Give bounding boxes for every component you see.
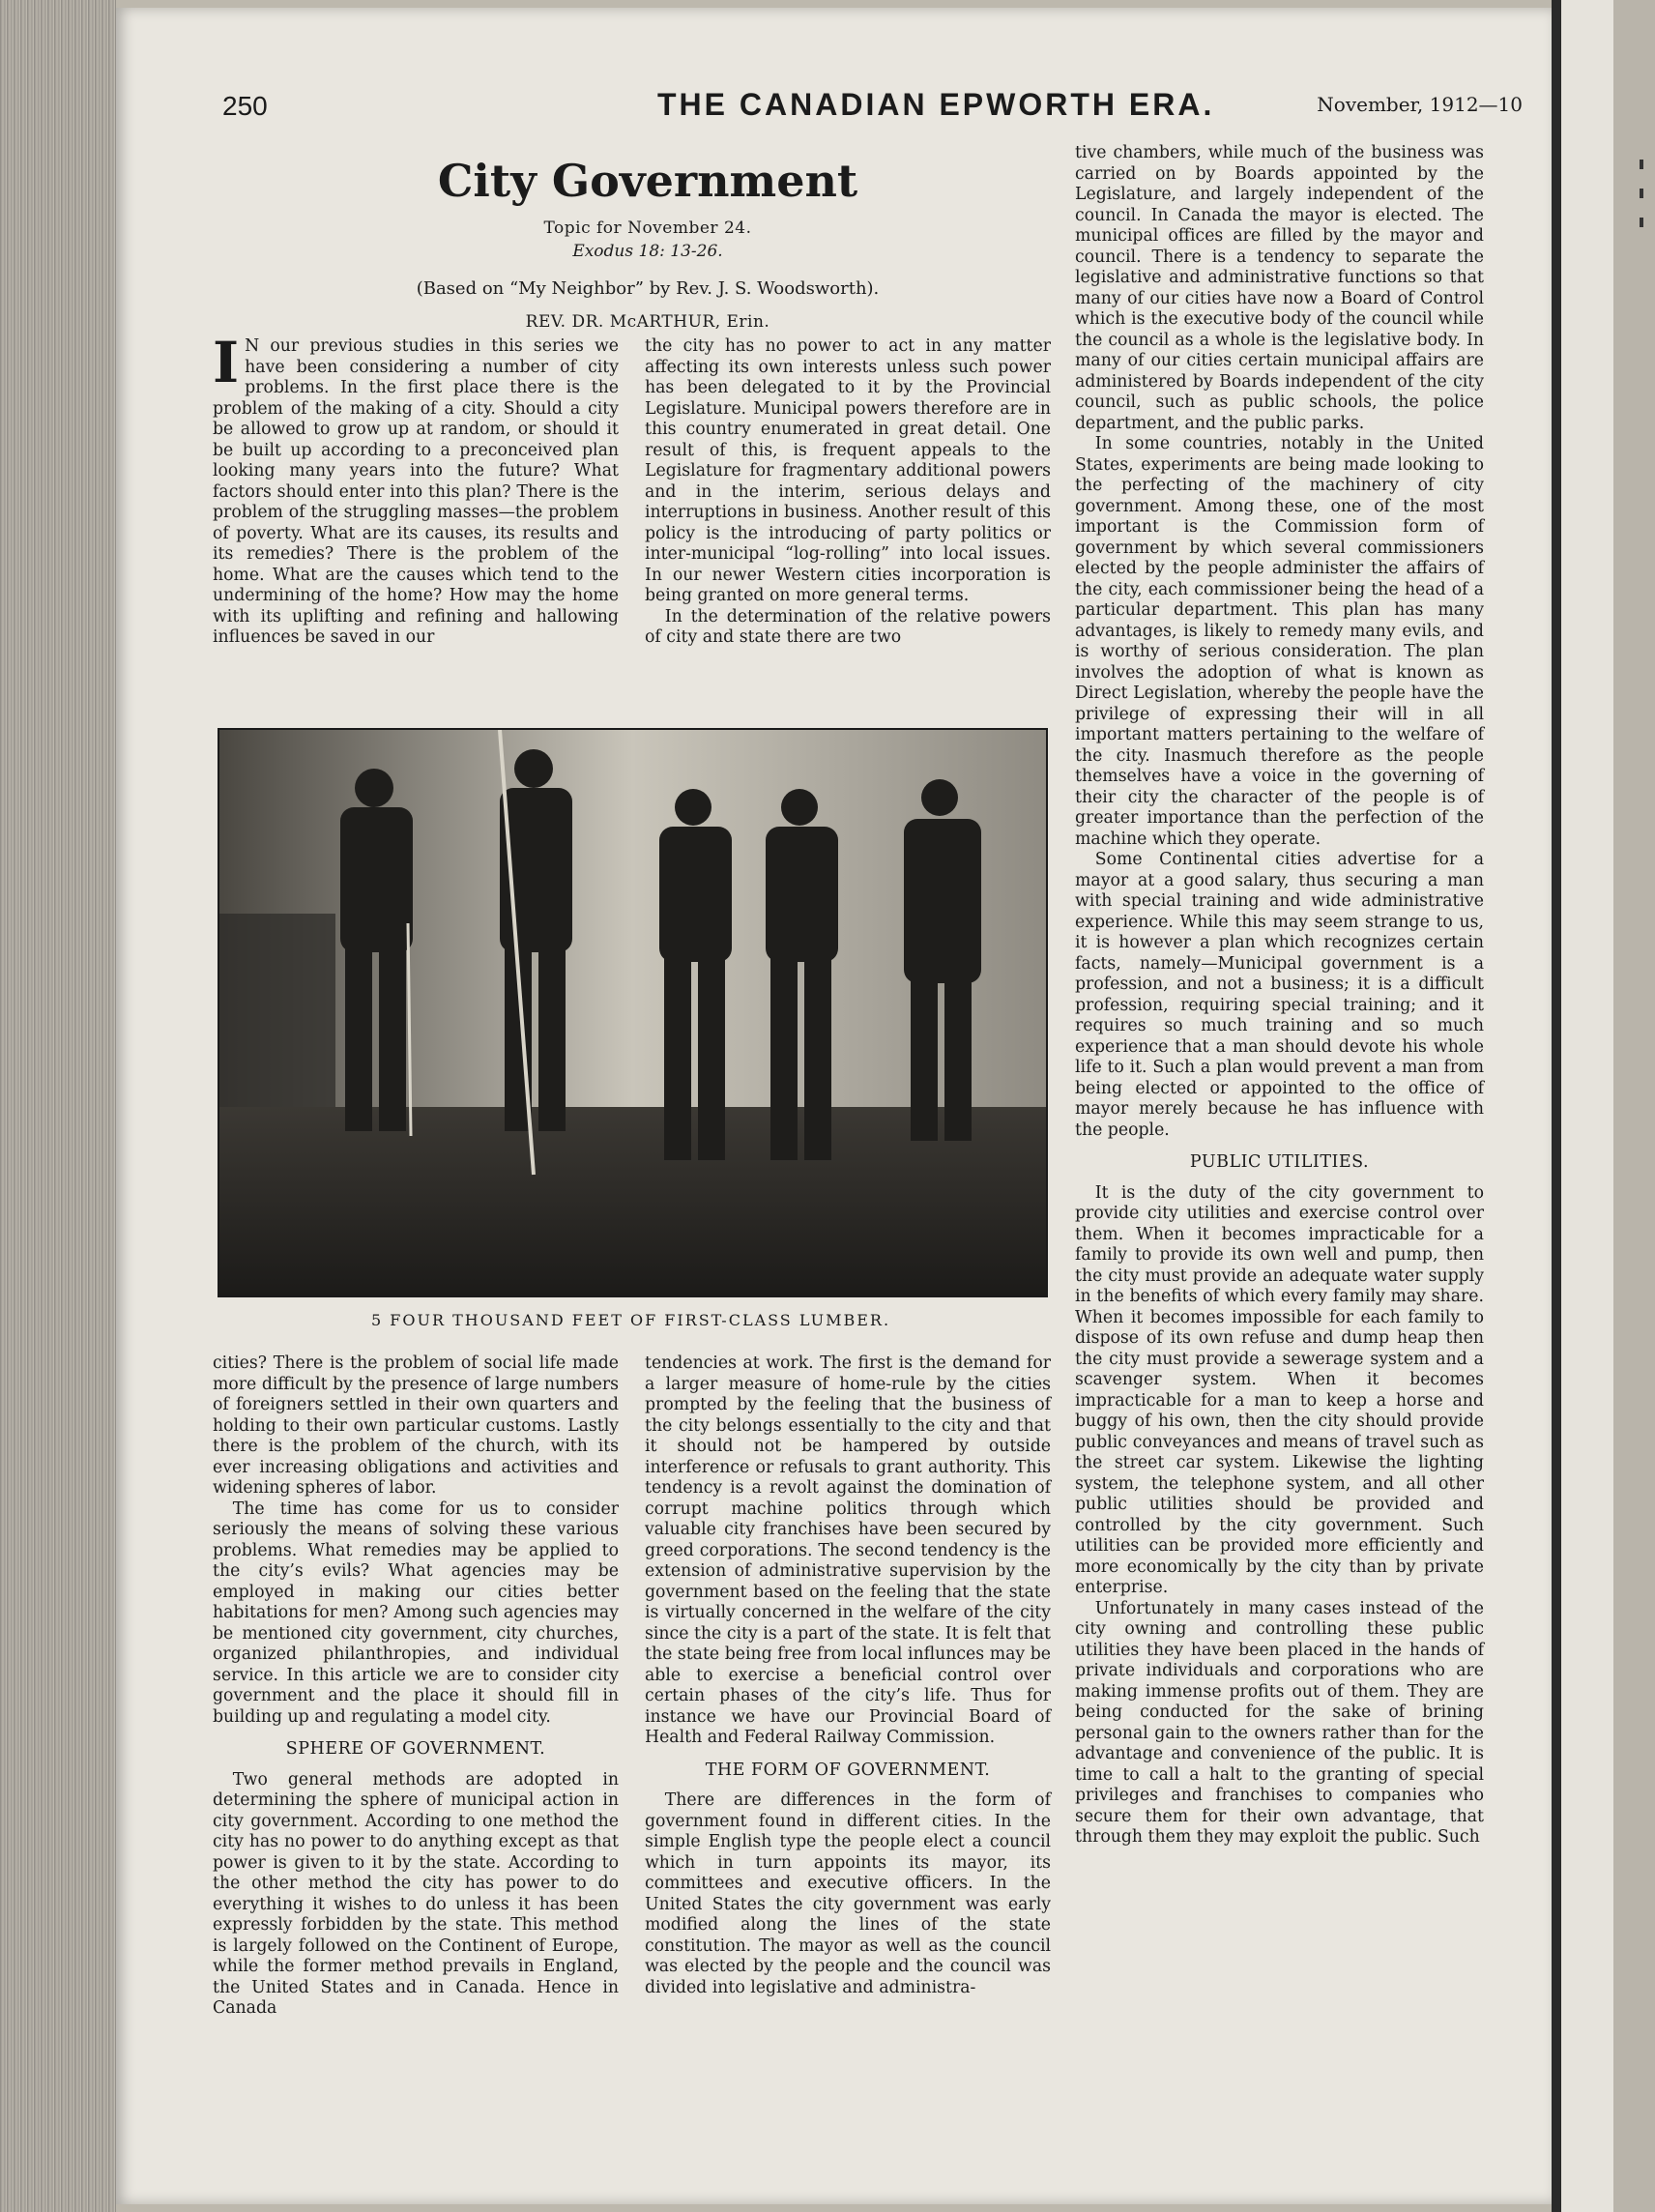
topic-line: Topic for November 24. <box>543 218 752 238</box>
adjacent-page-mark <box>1640 189 1643 198</box>
column-2-lower <box>645 1353 1051 1998</box>
section-heading: PUBLIC UTILITIES. <box>1189 1152 1370 1172</box>
section-heading: THE FORM OF GOVERNMENT. <box>705 1760 991 1780</box>
paragraph: Two general methods are adopted in determining the sphere of municipal action in city government. According to one method the city has no power to do anything except as that power is given to it by the state. According to the other method the city has power to do everything it wishes to do unless it has been expressly forbidden by the state. This method is largely followed on the Continent of Europe, while the former method prevails in England, the United States and in Canada. Hence in Canada <box>213 1769 619 2018</box>
adjacent-page-edge <box>1552 0 1655 2212</box>
paragraph: Unfortunately in many cases instead of the city owning and controlling these public utilities they have been placed in the hands of private individuals and corporations who are making immense profits out of them. They are being conducted for the sake of brining personal gain to the owners rather than for the advantage and convenience of the public. It is time to call a halt to the granting of special privileges and franchises to companies who secure them for their own advantage, that through them they may exploit the public. Such <box>1075 1598 1484 1847</box>
book-page-edges <box>0 0 116 2212</box>
paragraph: Some Continental cities advertise for a mayor at a good salary, thus securing a man with special training and wide administrative experience. While this may seem strange to us, it is however a plan which recognizes certain facts, namely—Municipal government is a profession, and not a business; it is a difficult profession, requiring special training; and it requires so much training and so much experience that a man should devote his whole life to it. Such a plan would prevent a man from being elected or appointed to the office of mayor merely because he has influence with the people. <box>1075 850 1484 1140</box>
article-heading <box>222 151 1073 332</box>
adjacent-page-mark <box>1640 160 1643 169</box>
paragraph: tendencies at work. The first is the demand for a larger measure of home-rule by the cities prompted by the feeling that the business of the city belongs essentially to the city and that it should not be hampered by outside interference or refusals to grant authority. This tendency is a revolt against the domination of corrupt machine politics through which valuable city franchises have been secured by greed corporations. The second tendency is the extension of administrative supervision by the government based on the feeling that the state is virtually concerned in the welfare of the city since the city is a part of the state. It is felt that the state being free from local influnces may be able to exercise a beneficial control over certain phases of the city’s life. Thus for instance we have our Provincial Board of Health and Federal Railway Commission. <box>645 1353 1051 1747</box>
issue-date: November, 1912—10 <box>1317 93 1523 116</box>
paragraph: I N our previous studies in this series we have been considering a number of city problems. In the first place there is the problem of the making of a city. Should a city be allowed to grow up at random, or should it be built up according to a preconceived plan looking many years into the future? What factors should enter into this plan? There is the problem of the struggling masses—the problem of poverty. What are its causes, its results and its remedies? There is the problem of the home. What are the causes which tend to the undermining of the home? How may the home with its uplifting and refining and hallowing influences be saved in our <box>213 330 619 647</box>
scripture-reference: Exodus 18: 13-26. <box>572 242 723 261</box>
author-byline: REV. DR. McARTHUR, Erin. <box>525 312 770 332</box>
page-number: 250 <box>222 91 268 121</box>
paragraph: In the determination of the relative powers of city and state there are two <box>645 606 1051 647</box>
running-header <box>222 83 1523 131</box>
paragraph: The time has come for us to consider seriously the means of solving these various problems. What remedies may be applied to the city’s evils? What agencies may be employed in making our cities better habitations for men? Among such agencies may be mentioned city government, city churches, organized philanthropies, and individual service. In this article we are to consider city government and the place it should fill in building up and regulating a model city. <box>213 1499 619 1727</box>
paragraph: the city has no power to act in any matter affecting its own interests unless such power has been delegated to it by the Provincial Legislature. Municipal powers therefore are in this country enumerated in great detail. One result of this, is frequent appeals to the Legislature for fragmentary additional powers and in the interim, serious delays and interruptions in business. Another result of this policy is the introducing of party politics or inter-municipal “log-rolling” into local issues. In our newer Western cities incorporation is being granted on more general terms. <box>645 336 1051 605</box>
photograph-workers <box>218 728 1048 1297</box>
photo-caption: 5 FOUR THOUSAND FEET OF FIRST-CLASS LUMBER. <box>370 1311 891 1329</box>
drop-cap: I <box>213 330 240 395</box>
paragraph: In some countries, notably in the United States, experiments are being made looking to the perfecting of the machinery of city government. Among these, one of the most important is the Commission form of government by which several commissioners elected by the people administer the affairs of the city, each commissioner being the head of a particular department. This plan has many advantages, is likely to remedy many evils, and is worthy of serious consideration. The plan involves the adoption of what is known as Direct Legislation, whereby the people have the privilege of expressing their will in all important matters pertaining to the welfare of the city. Inasmuch therefore as the people themselves have a voice in the governing of their city the character of the people is of greater importance than the perfection of the machine which they operate. <box>1075 434 1484 849</box>
paragraph: cities? There is the problem of social life made more difficult by the presence of large numbers of foreigners settled in their own quarters and holding to their own particular customs. Lastly there is the problem of the church, with its ever increasing obligations and activities and widening spheres of labor. <box>213 1353 619 1498</box>
source-note: (Based on “My Neighbor” by Rev. J. S. Woodsworth). <box>416 278 880 299</box>
page <box>116 8 1552 2204</box>
section-heading: SPHERE OF GOVERNMENT. <box>285 1739 546 1759</box>
column-1-upper <box>213 330 619 649</box>
column-2-upper <box>645 336 1051 649</box>
journal-title: THE CANADIAN EPWORTH ERA. <box>657 87 1215 122</box>
column-1-lower <box>213 1353 619 2020</box>
adjacent-page-mark <box>1640 218 1643 227</box>
article-title: City Government <box>437 155 858 207</box>
paragraph: There are differences in the form of government found in different cities. In the simple English type the people elect a council which in turn appoints its mayor, its committees and executive officers. In the United States the city government was early modified along the lines of the state constitution. The mayor as well as the council was elected by the people and the council was divided into legislative and administra- <box>645 1790 1051 1997</box>
paragraph: tive chambers, while much of the business was carried on by Boards appointed by the Legislature, and largely independent of the council. In Canada the mayor is elected. The municipal offices are filled by the mayor and council. There is a tendency to separate the legislative and administrative functions so that many of our cities have now a Board of Control which is the executive body of the council while the council as a whole is the legislative body. In many of our cities certain municipal affairs are administered by Boards independent of the city council, such as public schools, the police department, and the public parks. <box>1075 143 1484 433</box>
paragraph: It is the duty of the city government to provide city utilities and exercise control over them. When it becomes impracticable for a family to provide its own well and pump, then the city must provide an adequate water supply in the benefits of which every family may share. When it becomes impossible for each family to dispose of its own refuse and dump heap then the city must provide a sewerage system and a scavenger system. When it becomes impracticable for a man to keep a horse and buggy of his own, then the city should provide public conveyances and means of travel such as the street car system. Likewise the lighting system, the telephone system, and all other public utilities should be provided and controlled by the city government. Such utilities can be provided more efficiently and more economically by the city than by private enterprise. <box>1075 1182 1484 1597</box>
column-3 <box>1075 143 1484 1848</box>
photo-illustration <box>219 730 1046 1295</box>
